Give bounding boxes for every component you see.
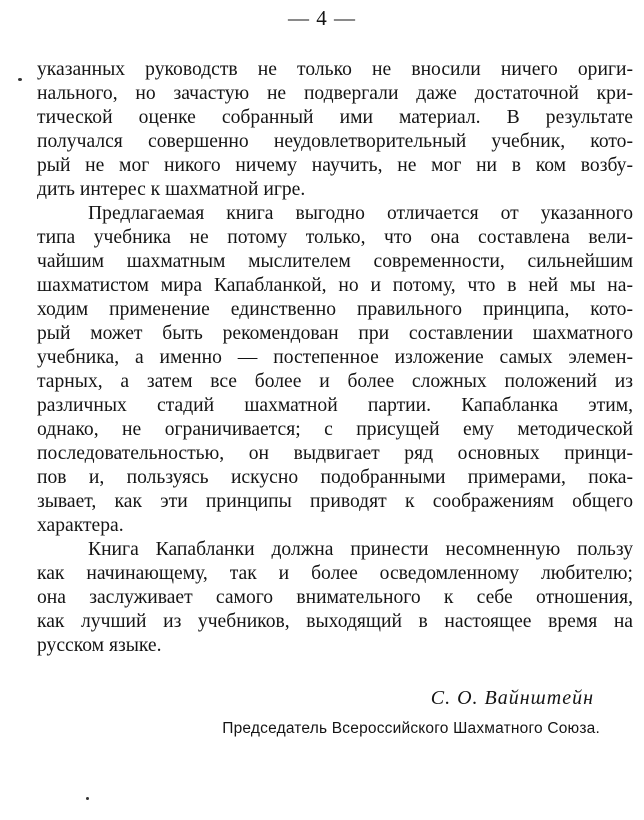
text-line: Книга Капабланки должна принести несомненную пользу (88, 539, 633, 560)
paragraph-3 (37, 538, 633, 658)
text-line: пов и, пользуясь искусно подобранными примерами, пока- (37, 467, 633, 488)
text-line: ходим применение единственно правильного принципа, кото- (37, 299, 633, 320)
text-line: типа учебника не потому только, что она составлена вели- (37, 227, 633, 248)
text-line: тической оценке собранный ими материал. В результате (37, 107, 633, 128)
text-line: рый не мог никого ничему научить, не мог ни в ком возбу- (37, 155, 633, 176)
text-line: дить интерес к шахматной игре. (37, 179, 306, 200)
paragraph-1 (37, 58, 633, 202)
text-line: чайшим шахматным мыслителем современности, сильнейшим (37, 251, 633, 272)
text-line: последовательностью, он выдвигает ряд основных принци- (37, 443, 633, 464)
text-line: как начинающему, так и более осведомленному любителю; (37, 563, 633, 584)
text-line: тарных, а затем все более и более сложных положений из (37, 371, 633, 392)
text-line: различных стадий шахматной партии. Капабланка этим, (37, 395, 633, 416)
text-line: шахматистом мира Капабланкой, но и потому, что в ней мы на- (37, 275, 633, 296)
text-line: рый может быть рекомендован при составлении шахматного (37, 323, 633, 344)
text-line: учебника, а именно — постепенное изложение самых элемен- (37, 347, 633, 368)
text-line: Предлагаемая книга выгодно отличается от указанного (88, 203, 633, 224)
text-line: однако, не ограничивается; с присущей ему методической (37, 419, 633, 440)
text-line: нального, но зачастую не подвергали даже достаточной кри- (37, 83, 633, 104)
text-line: русском языке. (37, 635, 162, 656)
signature-name: С. О. Вайнштейн (430, 687, 594, 709)
text-line: указанных руководств не только не вносили ничего ориги- (37, 59, 633, 80)
text-line: зывает, как эти принципы приводят к соображениям общего (37, 491, 633, 512)
paragraph-2 (37, 202, 633, 538)
scan-speck (18, 78, 22, 81)
text-line: характера. (37, 515, 124, 536)
text-line: получался совершенно неудовлетворительный учебник, кото- (37, 131, 633, 152)
page-number: — 4 — (288, 6, 356, 30)
signature-title: Председатель Всероссийского Шахматного Союза. (222, 720, 600, 737)
scan-speck (86, 797, 89, 800)
body-text (37, 58, 633, 658)
text-line: как лучший из учебников, выходящий в настоящее время на (37, 611, 633, 632)
text-line: она заслуживает самого внимательного к себе отношения, (37, 587, 633, 608)
